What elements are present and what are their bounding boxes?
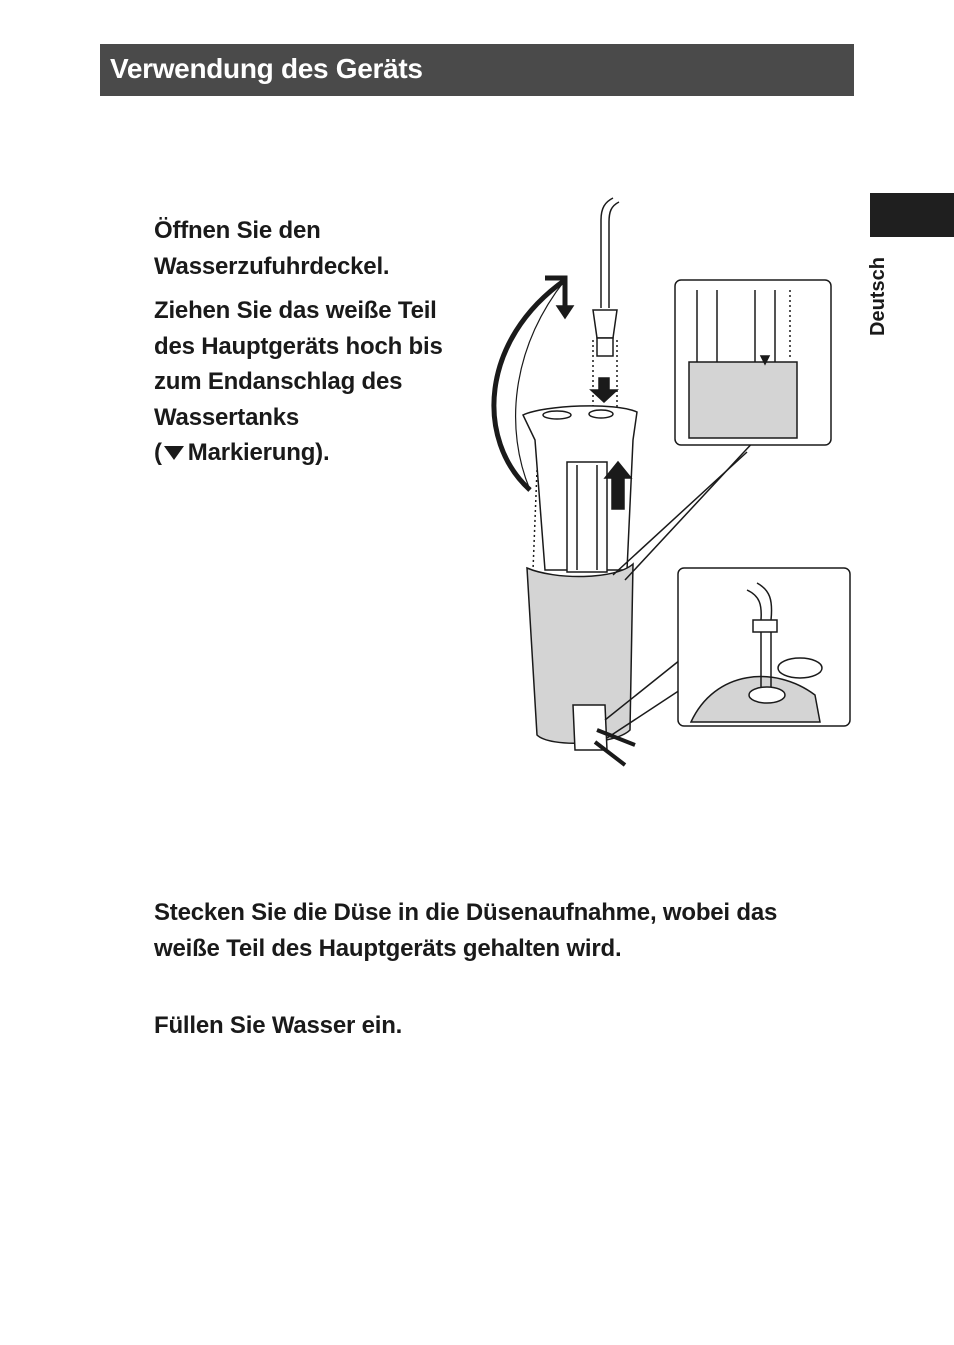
down-triangle-icon [164,446,184,460]
step-1-instruction [154,213,484,284]
step-3-line-1: Stecken Sie die Düse in die Düsenaufnahme, wobei das [154,899,778,926]
step-2-line-3: zum Endanschlag des [154,368,403,395]
step-4-instruction [154,1008,854,1044]
nozzle-tube [601,198,613,308]
step-1-line-1: Öffnen Sie den [154,217,321,244]
step-2-line-2: des Hauptgeräts hoch bis [154,332,443,360]
step-3-instruction [154,895,854,966]
section-header [100,44,854,96]
step-2-instruction [154,293,484,471]
step-2-line-4: Wassertanks [154,403,299,431]
arrow-tip [557,306,573,318]
step-2-line-1: Ziehen Sie das weiße Teil [154,297,437,324]
step-1-line-2: Wasserzufuhrdeckel. [154,252,390,280]
mark-prefix: ( [154,439,162,466]
mark-text: Markierung). [187,439,330,466]
device-illustration [485,190,865,780]
step-2-line-5 [154,435,484,471]
step-3-line-2: weiße Teil des Hauptgeräts gehalten wird. [154,934,622,962]
nozzle-base [593,310,617,338]
language-tab-label: Deutsch [867,257,889,336]
up-arrow-icon [612,475,624,509]
step-4-line-1: Füllen Sie Wasser ein. [154,1012,403,1039]
section-title: Verwendung des Geräts [110,53,423,84]
language-tab-marker [870,193,954,237]
